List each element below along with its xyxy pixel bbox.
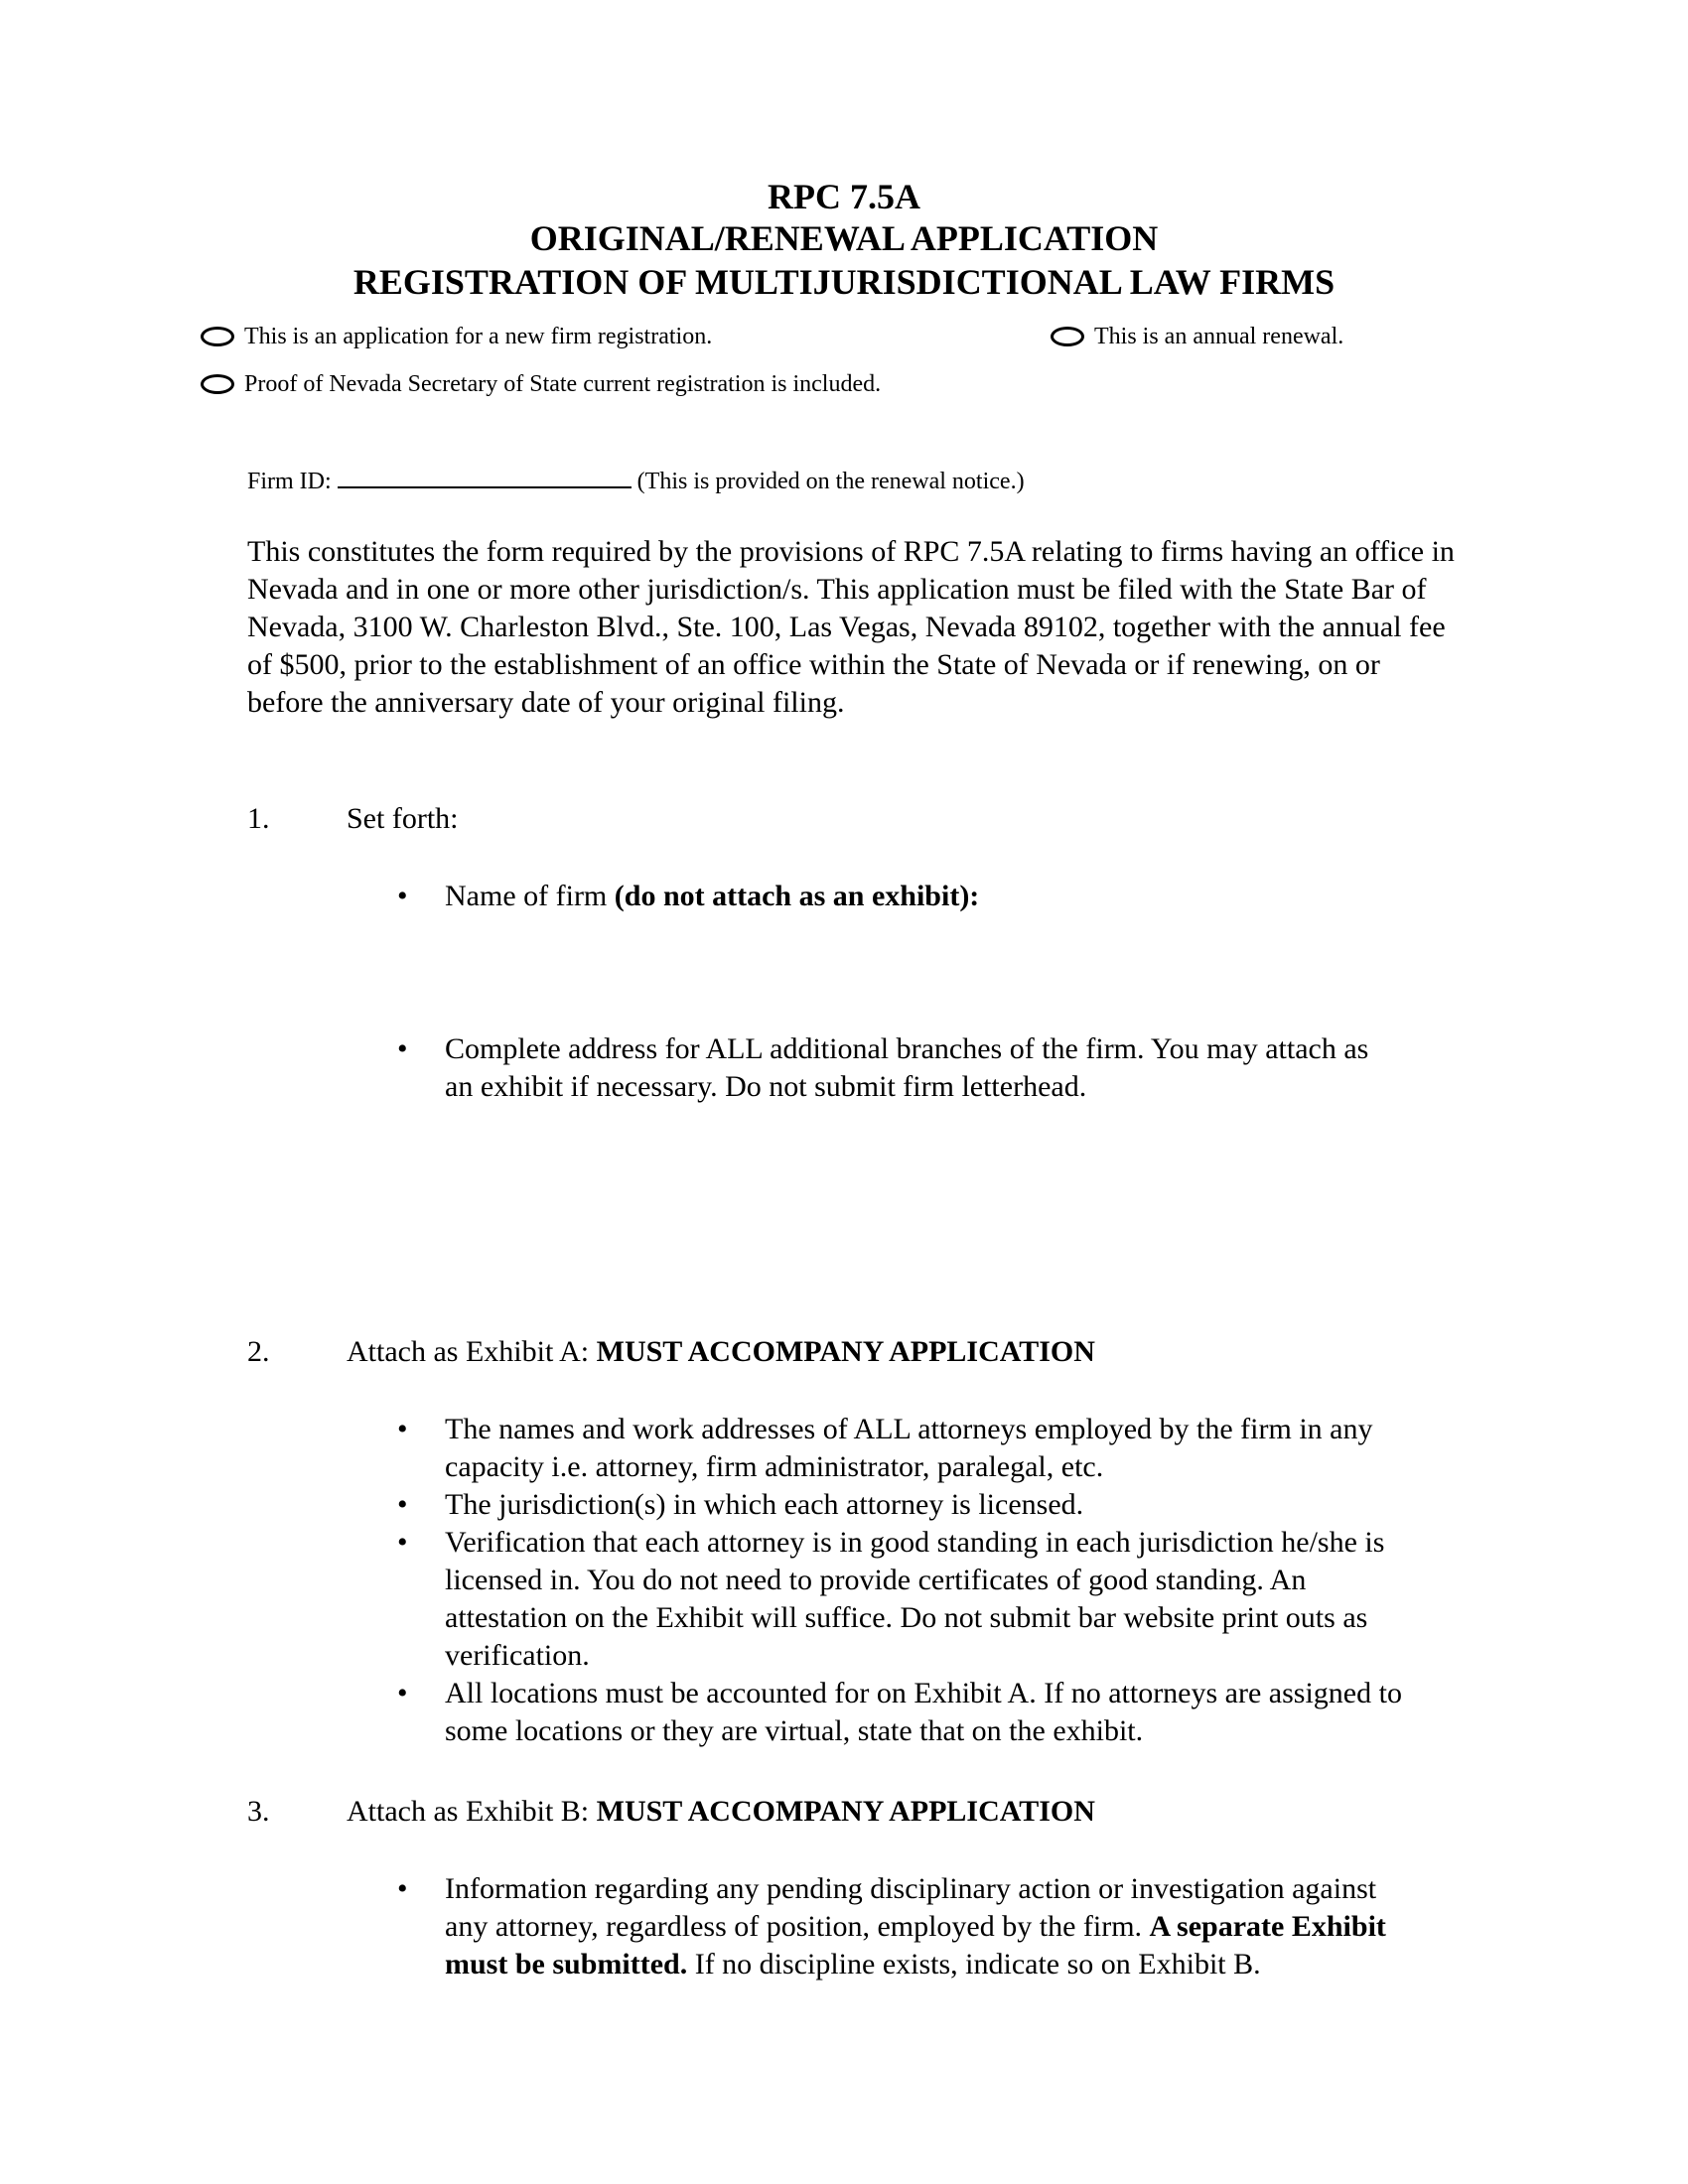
intro-paragraph: This constitutes the form required by the provisions of RPC 7.5A relating to firms having an office in Nevada and in one or more other jurisdiction/s. This application must be filed with the State Bar of Nevada, 3100 W. Charleston Blvd., Ste. 100, Las Vegas, Nevada 89102, together with the annual fee of $500, prior to the establishment of an office within the State of Nevada or if renewing, on or before the anniversary date of your original filing. — [247, 535, 1455, 719]
bullet-icon: • — [397, 1526, 408, 1559]
firm-name-label: Name of firm — [445, 880, 615, 912]
option-proof[interactable] — [201, 369, 881, 399]
section-2-number: 2. — [247, 1335, 270, 1368]
discipline-text-bold: A separate Exhibit must be submitted. — [445, 1910, 1386, 1980]
section-3-heading-text: Attach as Exhibit B: — [347, 1795, 597, 1828]
section-3-heading-bold: MUST ACCOMPANY APPLICATION — [596, 1795, 1095, 1828]
section-1-bullet-firm-name — [397, 878, 1450, 915]
title-rpc: RPC 7.5A — [768, 177, 920, 216]
renewal-label: This is an annual renewal. — [1094, 324, 1344, 349]
new-firm-radio[interactable] — [201, 327, 234, 346]
list-item — [397, 1411, 1430, 1486]
section-3-number: 3. — [247, 1795, 270, 1828]
option-new-firm[interactable] — [201, 322, 712, 351]
bullet-text: Verification that each attorney is in good standing in each jurisdiction he/she is licensed in. You do not need to provide certificates of good standing. An attestation on the Exhibit will suffice. Do not submit bar website print outs as verification. — [445, 1526, 1385, 1672]
bullet-text: All locations must be accounted for on Exhibit A. If no attorneys are assigned to some locations or they are virtual, state that on the exhibit. — [445, 1677, 1402, 1747]
section-2-bullets — [397, 1411, 1430, 1750]
title-registration: REGISTRATION OF MULTIJURISDICTIONAL LAW FIRMS — [352, 262, 1336, 302]
list-item — [397, 1524, 1430, 1675]
firm-id-row — [247, 465, 1025, 496]
option-renewal[interactable] — [1051, 322, 1343, 351]
discipline-text-2: If no discipline exists, indicate so on Exhibit B. — [687, 1948, 1261, 1980]
section-2-heading-text: Attach as Exhibit A: — [347, 1335, 597, 1368]
new-firm-label: This is an application for a new firm registration. — [244, 324, 713, 349]
list-item — [397, 1675, 1430, 1750]
renewal-radio[interactable] — [1051, 327, 1084, 346]
bullet-icon: • — [397, 1032, 408, 1065]
firm-id-note: (This is provided on the renewal notice.) — [636, 469, 1025, 494]
section-1-heading: Set forth: — [347, 802, 459, 835]
firm-id-field[interactable] — [338, 465, 632, 488]
list-item — [397, 1486, 1430, 1524]
proof-radio[interactable] — [201, 374, 234, 394]
firm-id-label: Firm ID: — [247, 469, 332, 494]
branches-text: Complete address for ALL additional branches of the firm. You may attach as an exhibit if necessary. Do not submit firm letterhead. — [445, 1032, 1369, 1103]
section-2-heading-bold: MUST ACCOMPANY APPLICATION — [596, 1335, 1095, 1368]
discipline-text-1: Information regarding any pending disciplinary action or investigation against any attorney, regardless of position, employed by the firm. — [445, 1872, 1377, 1943]
section-3-bullet — [397, 1870, 1410, 1983]
section-2-heading — [347, 1333, 1095, 1371]
firm-name-note: (do not attach as an exhibit): — [614, 880, 980, 912]
section-1-number: 1. — [247, 802, 270, 835]
bullet-icon: • — [397, 1488, 408, 1521]
section-3-heading — [347, 1793, 1095, 1831]
bullet-text: The names and work addresses of ALL attorneys employed by the firm in any capacity i.e. attorney, firm administrator, paralegal, etc. — [445, 1413, 1373, 1483]
bullet-icon: • — [397, 1677, 408, 1709]
bullet-icon: • — [397, 1413, 408, 1445]
proof-label: Proof of Nevada Secretary of State current registration is included. — [244, 371, 882, 397]
bullet-text: The jurisdiction(s) in which each attorney is licensed. — [445, 1488, 1084, 1521]
section-1-bullet-branches — [397, 1030, 1390, 1106]
bullet-icon: • — [397, 1872, 408, 1905]
bullet-icon: • — [397, 880, 408, 912]
title-application-type: ORIGINAL/RENEWAL APPLICATION — [529, 218, 1159, 258]
